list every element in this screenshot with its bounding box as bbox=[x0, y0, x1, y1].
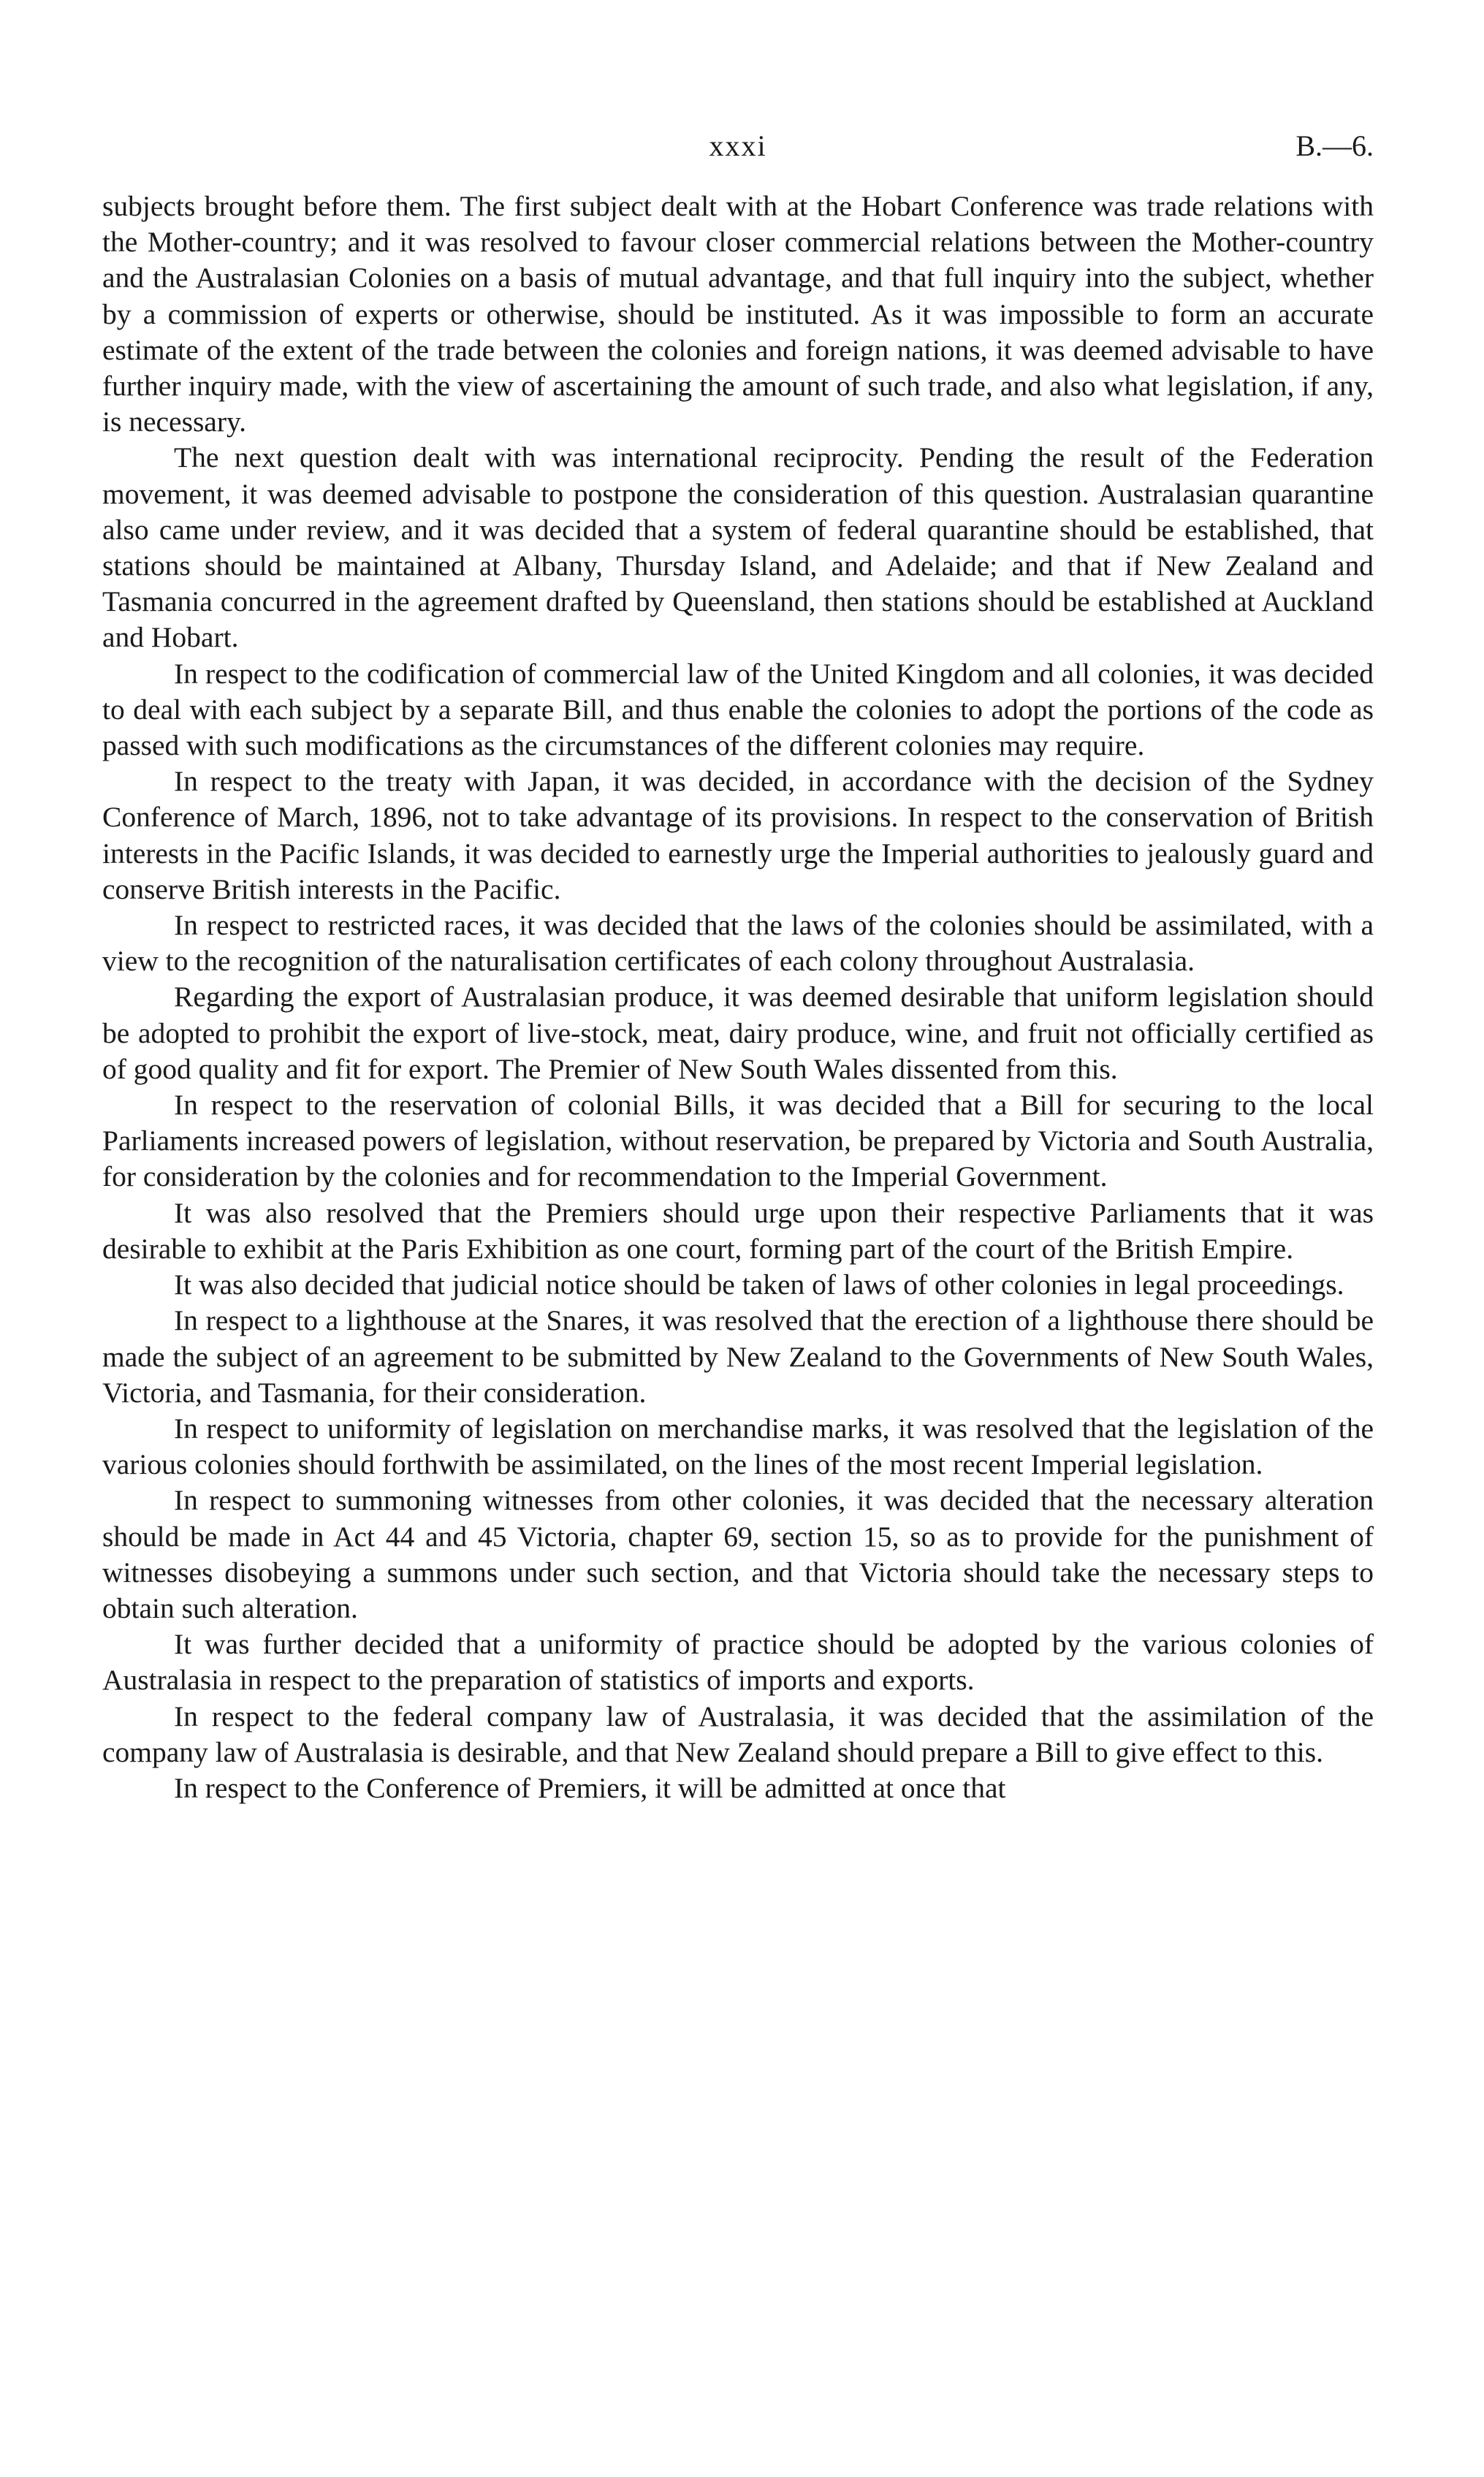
paragraph: In respect to the reservation of colonial Bills, it was decided that a Bill for securing to the local Parliaments increased powers of legislation, without reservation, be prepared by Victoria and South Australia, for consideration by the colonies and for recommendation to the Imperial Government. bbox=[102, 1089, 1374, 1193]
document-reference: B.—6. bbox=[1295, 129, 1374, 162]
paragraph: In respect to the Conference of Premiers, it will be admitted at once that bbox=[174, 1771, 1006, 1804]
paragraph: Regarding the export of Australasian produce, it was deemed desirable that uniform legislation should be adopted to prohibit the export of live-stock, meat, dairy produce, wine, and fruit not officially certified as of good quality and fit for export. The Premier of New South Wales dissented from this. bbox=[102, 981, 1374, 1085]
paragraph: It was also decided that judicial notice should be taken of laws of other colonies in legal proceedings. bbox=[174, 1268, 1344, 1301]
page-number: xxxi bbox=[709, 129, 767, 162]
paragraph: The next question dealt with was international reciprocity. Pending the result of the Federation movement, it was deemed advisable to postpone the consideration of this question. Australasian quarantine also came under review, and it was decided that a system of federal quarantine should be established, that stations should be maintained at Albany, Thursday Island, and Adelaide; and that if New Zealand and Tasmania concurred in the agreement drafted by Queensland, then stations should be established at Auckland and Hobart. bbox=[102, 441, 1374, 654]
paragraph: In respect to a lighthouse at the Snares, it was resolved that the erection of a lighthouse there should be made the subject of an agreement to be submitted by New Zealand to the Governments of New South Wales, Victoria, and Tasmania, for their consideration. bbox=[102, 1304, 1374, 1409]
paragraph: It was further decided that a uniformity of practice should be adopted by the various colonies of Australasia in respect to the preparation of statistics of imports and exports. bbox=[102, 1628, 1374, 1697]
page-header bbox=[102, 124, 1374, 168]
body-text bbox=[102, 189, 1374, 1806]
paragraph: In respect to the federal company law of Australasia, it was decided that the assimilation of the company law of Australasia is desirable, and that New Zealand should prepare a Bill to give effect to this. bbox=[102, 1700, 1374, 1768]
paragraph: In respect to summoning witnesses from other colonies, it was decided that the necessary alteration should be made in Act 44 and 45 Victoria, chapter 69, section 15, so as to provide for the punishment of witnesses disobeying a summons under such section, and that Victoria should take the necessary steps to obtain such alteration. bbox=[102, 1484, 1374, 1624]
paragraph: It was also resolved that the Premiers should urge upon their respective Parliaments that it was desirable to exhibit at the Paris Exhibition as one court, forming part of the court of the British Empire. bbox=[102, 1196, 1374, 1265]
paragraph: subjects brought before them. The first subject dealt with at the Hobart Conference was trade relations with the Mother-country; and it was resolved to favour closer commercial relations between the Mother-country and the Australasian Colonies on a basis of mutual advantage, and that full inquiry into the subject, whether by a commission of experts or otherwise, should be instituted. As it was impossible to form an accurate estimate of the extent of the trade between the colonies and foreign nations, it was deemed advisable to have further inquiry made, with the view of ascertaining the amount of such trade, and also what legislation, if any, is necessary. bbox=[102, 190, 1374, 438]
paragraph: In respect to the codification of commercial law of the United Kingdom and all colonies, it was decided to deal with each subject by a separate Bill, and thus enable the colonies to adopt the portions of the code as passed with such modifications as the circumstances of the different colonies may require. bbox=[102, 657, 1374, 762]
paragraph: In respect to restricted races, it was decided that the laws of the colonies should be assimilated, with a view to the recognition of the naturalisation certificates of each colony throughout Australasia. bbox=[102, 909, 1374, 978]
paragraph: In respect to the treaty with Japan, it was decided, in accordance with the decision of the Sydney Conference of March, 1896, not to take advantage of its provisions. In respect to the conservation of British interests in the Pacific Islands, it was decided to earnestly urge the Imperial authorities to jealously guard and conserve British interests in the Pacific. bbox=[102, 765, 1374, 905]
paragraph: In respect to uniformity of legislation on merchandise marks, it was resolved that the legislation of the various colonies should forthwith be assimilated, on the lines of the most recent Imperial legislation. bbox=[102, 1412, 1374, 1481]
